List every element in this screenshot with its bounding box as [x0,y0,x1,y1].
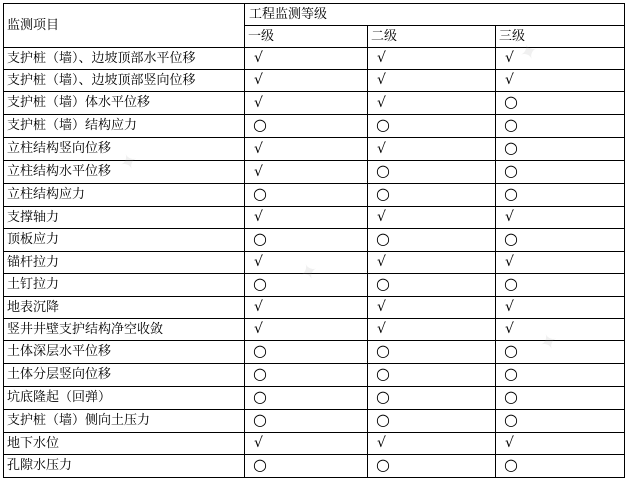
level-1-cell [245,297,368,319]
level-1-cell [245,184,368,207]
watermark: ✦ [116,147,145,178]
required-check-mark: √ [377,209,386,225]
required-check-mark: √ [377,94,386,111]
level-3-cell [496,48,625,70]
optional-circle-mark: ○ [253,341,267,360]
table-row [4,229,625,252]
monitoring-item-cell: 地下水位 [4,433,245,455]
header-row-top [4,4,625,26]
monitoring-item-cell: 支护桩（墙）体水平位移 [4,92,245,115]
required-check-mark: √ [254,299,263,315]
level-1-cell [245,433,368,455]
monitoring-item-cell: 支护桩（墙）、边坡顶部水平位移 [4,48,245,70]
required-check-mark: √ [505,321,514,337]
level-2-cell [368,252,496,274]
table-row [4,341,625,364]
level-2-cell [368,115,496,138]
level-2-cell [368,229,496,252]
monitoring-item-cell: 孔隙水压力 [4,455,245,478]
monitoring-table-container [3,3,625,478]
optional-circle-mark: ○ [376,184,390,203]
table-body [4,4,625,478]
optional-circle-mark: ○ [253,410,267,429]
table-row [4,115,625,138]
level-2-cell [368,138,496,161]
optional-circle-mark: ○ [253,364,267,383]
required-check-mark: √ [254,254,263,270]
level-1-cell [245,138,368,161]
required-check-mark: √ [254,163,263,180]
required-check-mark: √ [377,140,386,157]
level-1-cell [245,252,368,274]
table-row [4,433,625,455]
level-2-cell [368,92,496,115]
optional-circle-mark: ○ [504,229,518,248]
level-1-cell [245,161,368,184]
monitoring-item-cell: 土体深层水平位移 [4,341,245,364]
optional-circle-mark: ○ [376,455,390,474]
monitoring-item-cell: 支撑轴力 [4,207,245,229]
level-1-cell [245,364,368,387]
watermark: ✦ [536,327,565,358]
table-row [4,161,625,184]
header-level-2: 二级 [368,26,496,48]
optional-circle-mark: ○ [376,274,390,293]
table-row [4,364,625,387]
optional-circle-mark: ○ [376,410,390,429]
level-1-cell [245,92,368,115]
optional-circle-mark: ○ [253,274,267,293]
level-2-cell [368,319,496,341]
required-check-mark: √ [377,435,386,451]
level-1-cell [245,455,368,478]
required-check-mark: √ [377,299,386,315]
level-2-cell [368,387,496,410]
table-row [4,410,625,433]
level-1-cell [245,387,368,410]
optional-circle-mark: ○ [376,161,390,180]
required-check-mark: √ [254,209,263,225]
level-2-cell [368,455,496,478]
level-2-cell [368,274,496,297]
optional-circle-mark: ○ [504,341,518,360]
table-row [4,319,625,341]
monitoring-item-cell: 支护桩（墙）侧向土压力 [4,410,245,433]
level-2-cell [368,364,496,387]
level-1-cell [245,319,368,341]
monitoring-item-cell: 土钉拉力 [4,274,245,297]
level-3-cell [496,319,625,341]
required-check-mark: √ [505,209,514,225]
header-monitoring-item: 监测项目 [4,4,245,48]
level-3-cell [496,297,625,319]
level-3-cell [496,184,625,207]
level-3-cell [496,161,625,184]
level-3-cell [496,138,625,161]
level-2-cell [368,48,496,70]
level-2-cell [368,184,496,207]
level-3-cell [496,455,625,478]
level-1-cell [245,70,368,92]
optional-circle-mark: ○ [253,387,267,406]
required-check-mark: √ [254,435,263,451]
required-check-mark: √ [254,50,263,66]
required-check-mark: √ [254,72,263,88]
level-3-cell [496,70,625,92]
level-3-cell [496,387,625,410]
table-row [4,184,625,207]
optional-circle-mark: ○ [504,387,518,406]
level-3-cell [496,252,625,274]
required-check-mark: √ [254,94,263,111]
required-check-mark: √ [377,50,386,66]
header-level-1: 一级 [245,26,368,48]
level-3-cell [496,92,625,115]
level-3-cell [496,433,625,455]
level-2-cell [368,410,496,433]
level-2-cell [368,161,496,184]
level-1-cell [245,115,368,138]
table-row [4,207,625,229]
level-3-cell [496,341,625,364]
table-row [4,455,625,478]
required-check-mark: √ [377,321,386,337]
header-level-3: 三级 [496,26,625,48]
optional-circle-mark: ○ [504,410,518,429]
optional-circle-mark: ○ [376,364,390,383]
monitoring-item-cell: 支护桩（墙）、边坡顶部竖向位移 [4,70,245,92]
required-check-mark: √ [505,254,514,270]
optional-circle-mark: ○ [376,229,390,248]
level-3-cell [496,207,625,229]
level-3-cell [496,410,625,433]
level-3-cell [496,274,625,297]
level-2-cell [368,433,496,455]
level-3-cell [496,115,625,138]
optional-circle-mark: ○ [376,341,390,360]
monitoring-item-cell: 顶板应力 [4,229,245,252]
required-check-mark: √ [377,72,386,88]
optional-circle-mark: ○ [504,455,518,474]
table-row [4,70,625,92]
optional-circle-mark: ○ [504,364,518,383]
watermark: ✦ [516,37,545,68]
optional-circle-mark: ○ [253,115,267,134]
level-1-cell [245,207,368,229]
table-row [4,274,625,297]
optional-circle-mark: ○ [253,229,267,248]
level-2-cell [368,341,496,364]
monitoring-item-cell: 立柱结构水平位移 [4,161,245,184]
monitoring-item-cell: 竖井井壁支护结构净空收敛 [4,319,245,341]
level-1-cell [245,48,368,70]
required-check-mark: √ [254,140,263,157]
optional-circle-mark: ○ [253,455,267,474]
optional-circle-mark: ○ [504,115,518,134]
table-row [4,252,625,274]
level-1-cell [245,274,368,297]
optional-circle-mark: ○ [504,184,518,203]
level-3-cell [496,364,625,387]
required-check-mark: √ [377,254,386,270]
required-check-mark: √ [505,72,514,88]
monitoring-level-table [3,3,625,478]
optional-circle-mark: ○ [504,138,518,157]
optional-circle-mark: ○ [504,92,518,111]
optional-circle-mark: ○ [253,184,267,203]
level-1-cell [245,229,368,252]
watermark: ✦ [296,257,325,288]
monitoring-item-cell: 支护桩（墙）结构应力 [4,115,245,138]
monitoring-item-cell: 立柱结构竖向位移 [4,138,245,161]
required-check-mark: √ [505,50,514,66]
level-1-cell [245,341,368,364]
monitoring-item-cell: 土体分层竖向位移 [4,364,245,387]
header-monitoring-level-group: 工程监测等级 [245,4,625,26]
required-check-mark: √ [505,435,514,451]
table-row [4,297,625,319]
level-2-cell [368,70,496,92]
table-row [4,138,625,161]
level-1-cell [245,410,368,433]
level-3-cell [496,229,625,252]
optional-circle-mark: ○ [504,274,518,293]
monitoring-item-cell: 锚杆拉力 [4,252,245,274]
optional-circle-mark: ○ [504,161,518,180]
optional-circle-mark: ○ [376,387,390,406]
monitoring-item-cell: 坑底隆起（回弹） [4,387,245,410]
level-2-cell [368,297,496,319]
table-row [4,387,625,410]
level-2-cell [368,207,496,229]
monitoring-item-cell: 立柱结构应力 [4,184,245,207]
optional-circle-mark: ○ [376,115,390,134]
required-check-mark: √ [254,321,263,337]
required-check-mark: √ [505,299,514,315]
monitoring-item-cell: 地表沉降 [4,297,245,319]
table-row [4,48,625,70]
table-row [4,92,625,115]
